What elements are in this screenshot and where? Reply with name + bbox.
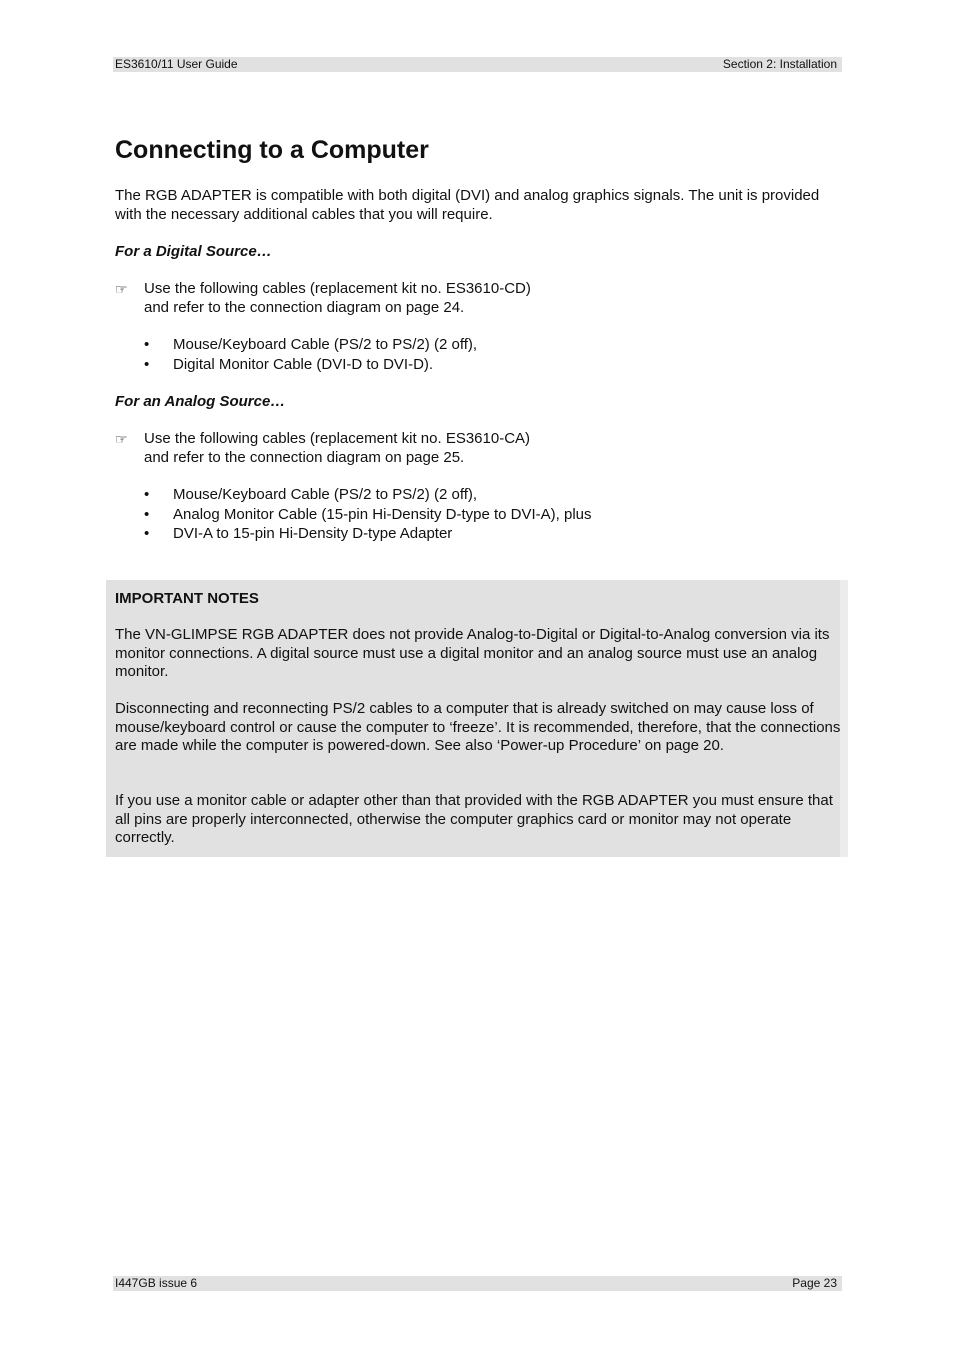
bullet-icon: • xyxy=(144,525,150,542)
notes-paragraph-1: The VN-GLIMPSE RGB ADAPTER does not provide Analog-to-Digital or Digital-to-Analog conversion via its monitor connections. A digital source must use a digital monitor and an analog source must use an analog monitor. xyxy=(115,626,830,680)
digital-cable-list xyxy=(144,335,477,374)
pointing-hand-icon: ☞ xyxy=(115,431,128,447)
bullet-icon: • xyxy=(144,486,150,503)
digital-pointer-line-1: Use the following cables (replacement kit no. ES3610-CD) xyxy=(144,280,531,297)
footer-page-number: Page 23 xyxy=(792,1276,837,1290)
list-item xyxy=(144,355,477,375)
analog-pointer-line-2: and refer to the connection diagram on page 25. xyxy=(144,448,465,466)
header-section-title: Section 2: Installation xyxy=(722,57,837,71)
analog-cable-list xyxy=(144,485,592,544)
notes-paragraph-2: Disconnecting and reconnecting PS/2 cables to a computer that is already switched on may cause loss of mouse/keyboard control or cause the computer to ‘freeze’. It is recommended, therefore, that the connections are made while the computer is powered-down. See also ‘Power-up Procedure’ on page 20. xyxy=(115,700,841,754)
digital-pointer-line-2: and refer to the connection diagram on page 24. xyxy=(144,298,465,316)
digital-source-heading: For a Digital Source… xyxy=(115,243,272,260)
analog-cable-item-1: Mouse/Keyboard Cable (PS/2 to PS/2) (2 off), xyxy=(173,486,478,503)
bullet-icon: • xyxy=(144,355,150,373)
footer-issue: I447GB issue 6 xyxy=(115,1276,198,1290)
pointing-hand-icon: ☞ xyxy=(115,281,128,297)
intro-paragraph: The RGB ADAPTER is compatible with both digital (DVI) and analog graphics signals. The unit is provided with the necessary additional cables that you will require. xyxy=(115,187,820,223)
header-document-title: ES3610/11 User Guide xyxy=(115,57,238,71)
list-item xyxy=(144,505,592,525)
page-header xyxy=(113,57,842,72)
bullet-icon: • xyxy=(144,336,150,353)
analog-source-heading: For an Analog Source… xyxy=(115,393,286,410)
digital-cable-item-2: Digital Monitor Cable (DVI-D to DVI-D). xyxy=(173,355,434,373)
page-title: Connecting to a Computer xyxy=(115,136,429,164)
analog-pointer-line-1: Use the following cables (replacement kit no. ES3610-CA) xyxy=(144,430,531,447)
analog-cable-item-2: Analog Monitor Cable (15-pin Hi-Density D-type to DVI-A), plus xyxy=(173,505,592,523)
important-notes-heading: IMPORTANT NOTES xyxy=(115,590,259,607)
digital-cable-item-1: Mouse/Keyboard Cable (PS/2 to PS/2) (2 off), xyxy=(173,336,478,353)
bullet-icon: • xyxy=(144,505,150,523)
page-footer xyxy=(113,1276,842,1291)
analog-cable-item-3: DVI-A to 15-pin Hi-Density D-type Adapter xyxy=(173,525,453,542)
list-item xyxy=(144,335,477,355)
list-item xyxy=(144,524,592,544)
important-notes-box xyxy=(106,580,848,857)
notes-paragraph-3: If you use a monitor cable or adapter other than that provided with the RGB ADAPTER you must ensure that all pins are properly interconnected, otherwise the computer graphics card or monitor may not operate correctly. xyxy=(115,792,833,846)
list-item xyxy=(144,485,592,505)
